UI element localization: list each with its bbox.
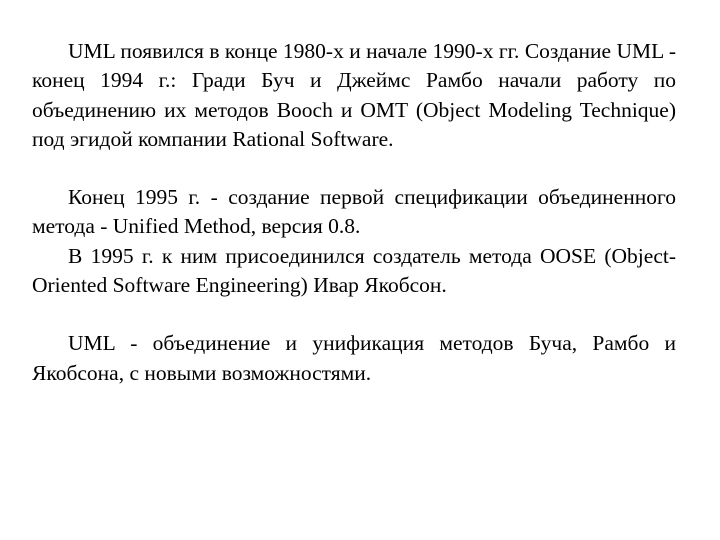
paragraph-jacobson-joins: В 1995 г. к ним присоединился создатель метода OOSE (Object-Oriented Software Engineering) Ивар Якобсон. [32,243,676,298]
paragraph-uml-unification: UML - объединение и унификация методов Буча, Рамбо и Якобсона, с новыми возможностями. [32,331,676,385]
slide-text-body [32,37,676,388]
paragraph-unified-method: Конец 1995 г. - создание первой спецификации объединенного метода - Unified Method, версия 0.8. [32,185,676,239]
paragraph-uml-origin: UML появился в конце 1980-х и начале 1990-х гг. Создание UML - конец 1994 г.: Гради Буч и Джеймс Рамбо начали работу по объединению их методов Booch и OMT (Object Modeling Technique) под эгидой компании Rational Software. [32,39,676,151]
